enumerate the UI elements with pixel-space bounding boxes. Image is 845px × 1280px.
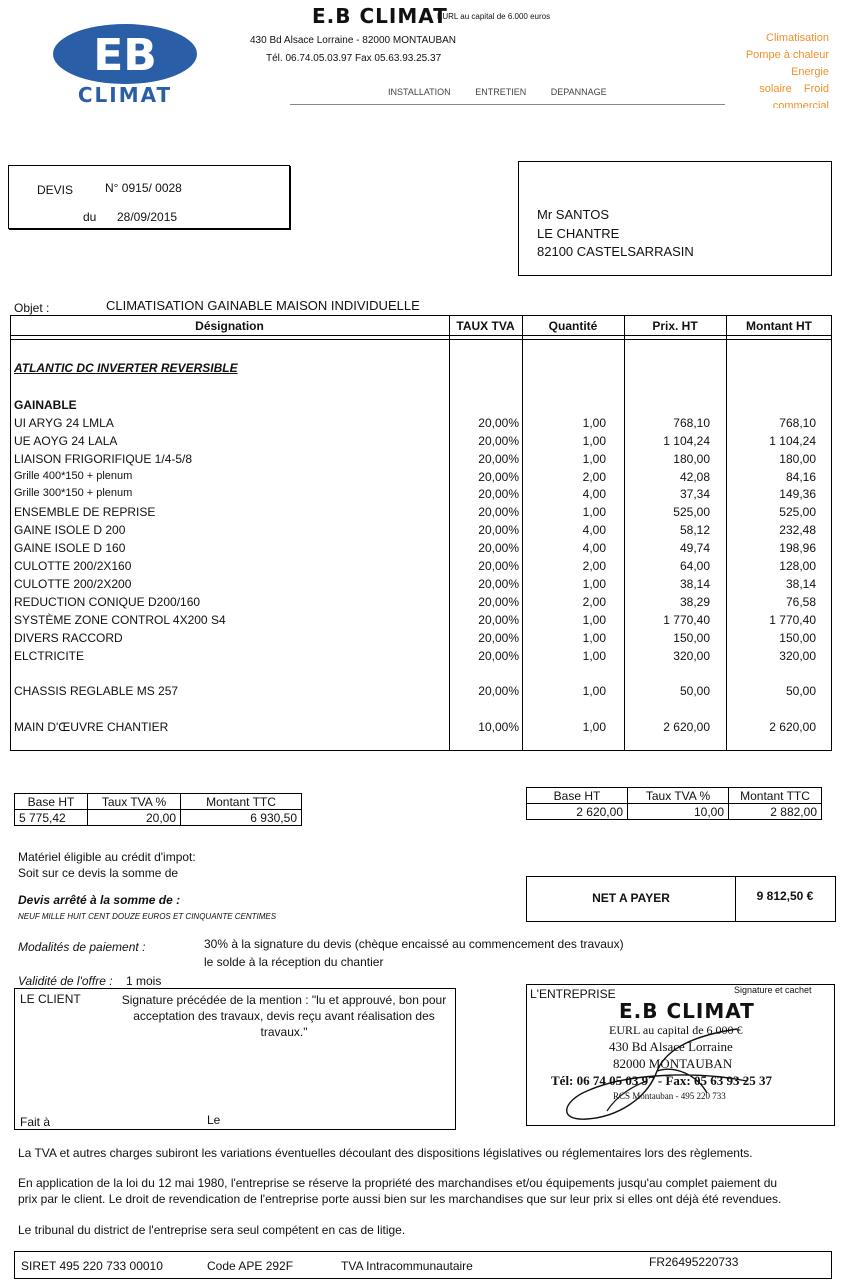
item-price: 37,34 [679,487,710,501]
activity: Climatisation [766,32,829,44]
item-price: 180,00 [673,452,710,466]
devis-number: N° 0915/ 0028 [105,181,182,195]
item-quantity: 1,00 [582,577,606,591]
logo-text-top: EB [93,30,157,81]
item-designation: Grille 400*150 + plenum [14,470,133,482]
header-designation: Désignation [195,319,264,333]
item-tva: 20,00% [478,505,519,519]
item-amount: 232,48 [779,523,816,537]
item-designation: GAINE ISOLE D 200 [14,523,126,537]
net-label: NET A PAYER [592,891,670,905]
stamp-rcs: RCS Montauban - 495 220 733 [613,1091,726,1101]
header-amount: Montant HT [746,319,812,333]
item-amount: 84,16 [785,470,816,484]
item-quantity: 1,00 [582,434,606,448]
item-tva: 20,00% [478,577,519,591]
item-price: 49,74 [679,541,710,555]
payment-line-1: 30% à la signature du devis (chèque encaissé au commencement des travaux) [204,937,624,951]
activity: Energie [791,66,829,78]
item-quantity: 2,00 [582,470,606,484]
item-amount: 149,36 [779,487,816,501]
totals-ttc: 2 882,00 [729,804,822,820]
item-price: 2 620,00 [663,720,710,734]
stamp-address: 430 Bd Alsace Lorraine [609,1039,733,1054]
item-designation: REDUCTION CONIQUE D200/160 [14,595,201,609]
item-amount: 320,00 [779,649,816,663]
stamp-capital: EURL au capital de 6.000 € [609,1023,743,1037]
item-designation: CULOTTE 200/2X200 [14,577,132,591]
item-quantity: 1,00 [582,505,606,519]
net-value: 9 812,50 € [756,889,814,903]
item-quantity: 1,00 [582,416,606,430]
section-title: ATLANTIC DC INVERTER REVERSIBLE [14,361,238,375]
item-quantity: 1,00 [582,684,606,698]
footer-siret: SIRET 495 220 733 00010 [21,1259,163,1273]
totals-header: Base HT [527,788,628,804]
client-place: LE CHANTRE [537,226,620,241]
item-amount: 1 770,40 [769,613,816,627]
item-amount: 525,00 [779,505,816,519]
service-depannage: DEPANNAGE [550,87,607,97]
header-quantity: Quantité [548,319,598,333]
item-designation: GAINE ISOLE D 160 [14,541,126,555]
payment-line-2: le solde à la réception du chantier [204,955,384,969]
item-price: 525,00 [673,505,710,519]
totals-header: Montant TTC [729,788,822,804]
credit-line-2: Soit sur ce devis la somme de [18,866,179,880]
item-price: 42,08 [679,470,710,484]
object-label: Objet : [14,301,50,315]
item-price: 64,00 [679,559,710,573]
item-tva: 20,00% [478,523,519,537]
totals-rate: 10,00 [628,804,729,820]
stamp-city: 82000 MONTAUBAN [613,1056,733,1071]
client-city: 82100 CASTELSARRASIN [537,244,694,259]
totals-table-left [14,793,302,826]
net-to-pay-box [526,876,836,922]
header-price: Prix. HT [652,319,698,333]
company-address: 430 Bd Alsace Lorraine - 82000 MONTAUBAN [250,35,457,46]
item-quantity: 1,00 [582,452,606,466]
item-quantity: 4,00 [582,487,606,501]
item-designation: UE AOYG 24 LALA [14,434,118,448]
logo-text-bottom: CLIMAT [77,83,173,106]
item-tva: 20,00% [478,631,519,645]
item-price: 38,14 [679,577,710,591]
totals-rate: 20,00 [88,810,181,826]
totals-header: Montant TTC [181,794,302,810]
item-tva: 20,00% [478,434,519,448]
item-amount: 768,10 [779,416,816,430]
item-amount: 128,00 [779,559,816,573]
object-value: CLIMATISATION GAINABLE MAISON INDIVIDUELLE [106,298,420,313]
company-signature-title: L'ENTREPRISE [530,987,616,1001]
legal-tva: La TVA et autres charges subiront les variations éventuelles découlant des dispositions législatives ou réglementaires lors des règlements. [18,1146,753,1160]
devis-date-label: du [83,210,97,224]
stamp-phone: Tél: 06 74 05 03 97 - Fax: 05 63 93 25 37 [551,1073,772,1088]
client-signature-box[interactable] [14,988,456,1130]
devis-label: DEVIS [37,183,74,197]
item-quantity: 1,00 [582,649,606,663]
totals-table-right [526,787,822,820]
item-amount: 38,14 [785,577,816,591]
sum-label: Devis arrêté à la somme de : [18,893,181,907]
company-activities [699,30,829,108]
item-amount: 198,96 [779,541,816,555]
devis-date: 28/09/2015 [117,210,178,224]
company-services [388,87,629,97]
item-quantity: 1,00 [582,613,606,627]
company-logo [50,18,200,106]
item-designation: DIVERS RACCORD [14,631,123,645]
client-address-box [518,161,832,276]
item-price: 50,00 [679,684,710,698]
fait-label: Fait à [20,1115,51,1129]
item-quantity: 2,00 [582,595,606,609]
item-quantity: 1,00 [582,631,606,645]
item-quantity: 4,00 [582,523,606,537]
footer-box [14,1251,832,1279]
footer-tva-label: TVA Intracommunautaire [341,1259,473,1273]
item-designation: CULOTTE 200/2X160 [14,559,132,573]
validity-value: 1 mois [126,974,162,988]
item-tva: 20,00% [478,613,519,627]
item-price: 1 104,24 [663,434,710,448]
handwritten-signature-icon [547,1021,767,1125]
header-tva: TAUX TVA [456,319,515,333]
payment-label: Modalités de paiement : [18,940,146,954]
legal-law-line-2: prix par le client. Le droit de revendication de l'entreprise porte aussi bien sur les marchandises que sur leur prix si elles ont déjà été revendues. [18,1192,782,1206]
item-quantity: 1,00 [582,720,606,734]
company-signature-caption: Signature et cachet [734,985,812,995]
item-amount: 180,00 [779,452,816,466]
company-signature-box [526,984,835,1126]
company-name: E.B CLIMAT [312,4,448,28]
activity: solaire Froid [759,83,829,95]
item-tva: 20,00% [478,416,519,430]
item-price: 768,10 [673,416,710,430]
le-label: Le [207,1113,221,1127]
credit-line-1: Matériel éligible au crédit d'impot: [18,850,196,864]
totals-ttc: 6 930,50 [181,810,302,826]
item-tva: 20,00% [478,487,519,501]
company-capital: EURL au capital de 6.000 euros [437,12,551,21]
company-phone: Tél. 06.74.05.03.97 Fax 05.63.93.25.37 [266,53,442,64]
client-signature-title: LE CLIENT [20,992,81,1006]
activity: commercial [772,100,829,108]
stamp-name: E.B CLIMAT [619,999,755,1023]
totals-base: 2 620,00 [527,804,628,820]
legal-law-line-1: En application de la loi du 12 mai 1980, l'entreprise se réserve la propriété des marchandises et/ou équipements jusqu'au complet paiement du [18,1176,778,1190]
item-designation: ELCTRICITE [14,649,85,663]
totals-header: Base HT [15,794,88,810]
item-tva: 20,00% [478,452,519,466]
item-amount: 1 104,24 [769,434,816,448]
item-designation: MAIN D'ŒUVRE CHANTIER [14,720,169,734]
item-designation: Grille 300*150 + plenum [14,487,133,499]
item-price: 320,00 [673,649,710,663]
item-designation: UI ARYG 24 LMLA [14,416,114,430]
client-name: Mr SANTOS [537,207,609,222]
item-tva: 10,00% [478,720,519,734]
client-signature-mention: Signature précédée de la mention : "lu et approuvé, bon pour acceptation des travaux, devis reçu avant réalisation des travaux." [121,993,447,1039]
totals-header: Taux TVA % [628,788,729,804]
item-tva: 20,00% [478,470,519,484]
group-title: GAINABLE [14,398,77,412]
service-installation: INSTALLATION [388,87,451,97]
item-tva: 20,00% [478,541,519,555]
item-designation: ENSEMBLE DE REPRISE [14,505,156,519]
totals-header: Taux TVA % [88,794,181,810]
item-price: 58,12 [679,523,710,537]
footer-tva-number: FR26495220733 [649,1255,739,1269]
item-designation: CHASSIS REGLABLE MS 257 [14,684,179,698]
item-amount: 150,00 [779,631,816,645]
item-quantity: 2,00 [582,559,606,573]
sum-words: NEUF MILLE HUIT CENT DOUZE EUROS ET CINQUANTE CENTIMES [18,912,277,921]
item-amount: 2 620,00 [769,720,816,734]
item-price: 1 770,40 [663,613,710,627]
table-double-line [10,339,832,340]
activity: Pompe à chaleur [745,49,829,61]
item-tva: 20,00% [478,595,519,609]
item-tva: 20,00% [478,684,519,698]
item-amount: 76,58 [785,595,816,609]
devis-box [8,165,290,229]
item-tva: 20,00% [478,559,519,573]
service-entretien: ENTRETIEN [475,87,527,97]
item-amount: 50,00 [785,684,816,698]
item-price: 38,29 [679,595,710,609]
header-divider [290,104,725,105]
item-quantity: 4,00 [582,541,606,555]
item-tva: 20,00% [478,649,519,663]
legal-tribunal: Le tribunal du district de l'entreprise sera seul compétent en cas de litige. [18,1223,406,1237]
item-designation: SYSTÈME ZONE CONTROL 4X200 S4 [14,613,226,627]
item-price: 150,00 [673,631,710,645]
footer-ape: Code APE 292F [207,1259,294,1273]
item-designation: LIAISON FRIGORIFIQUE 1/4-5/8 [14,452,193,466]
validity-label: Validité de l'offre : [18,974,113,988]
totals-base: 5 775,42 [15,810,88,826]
